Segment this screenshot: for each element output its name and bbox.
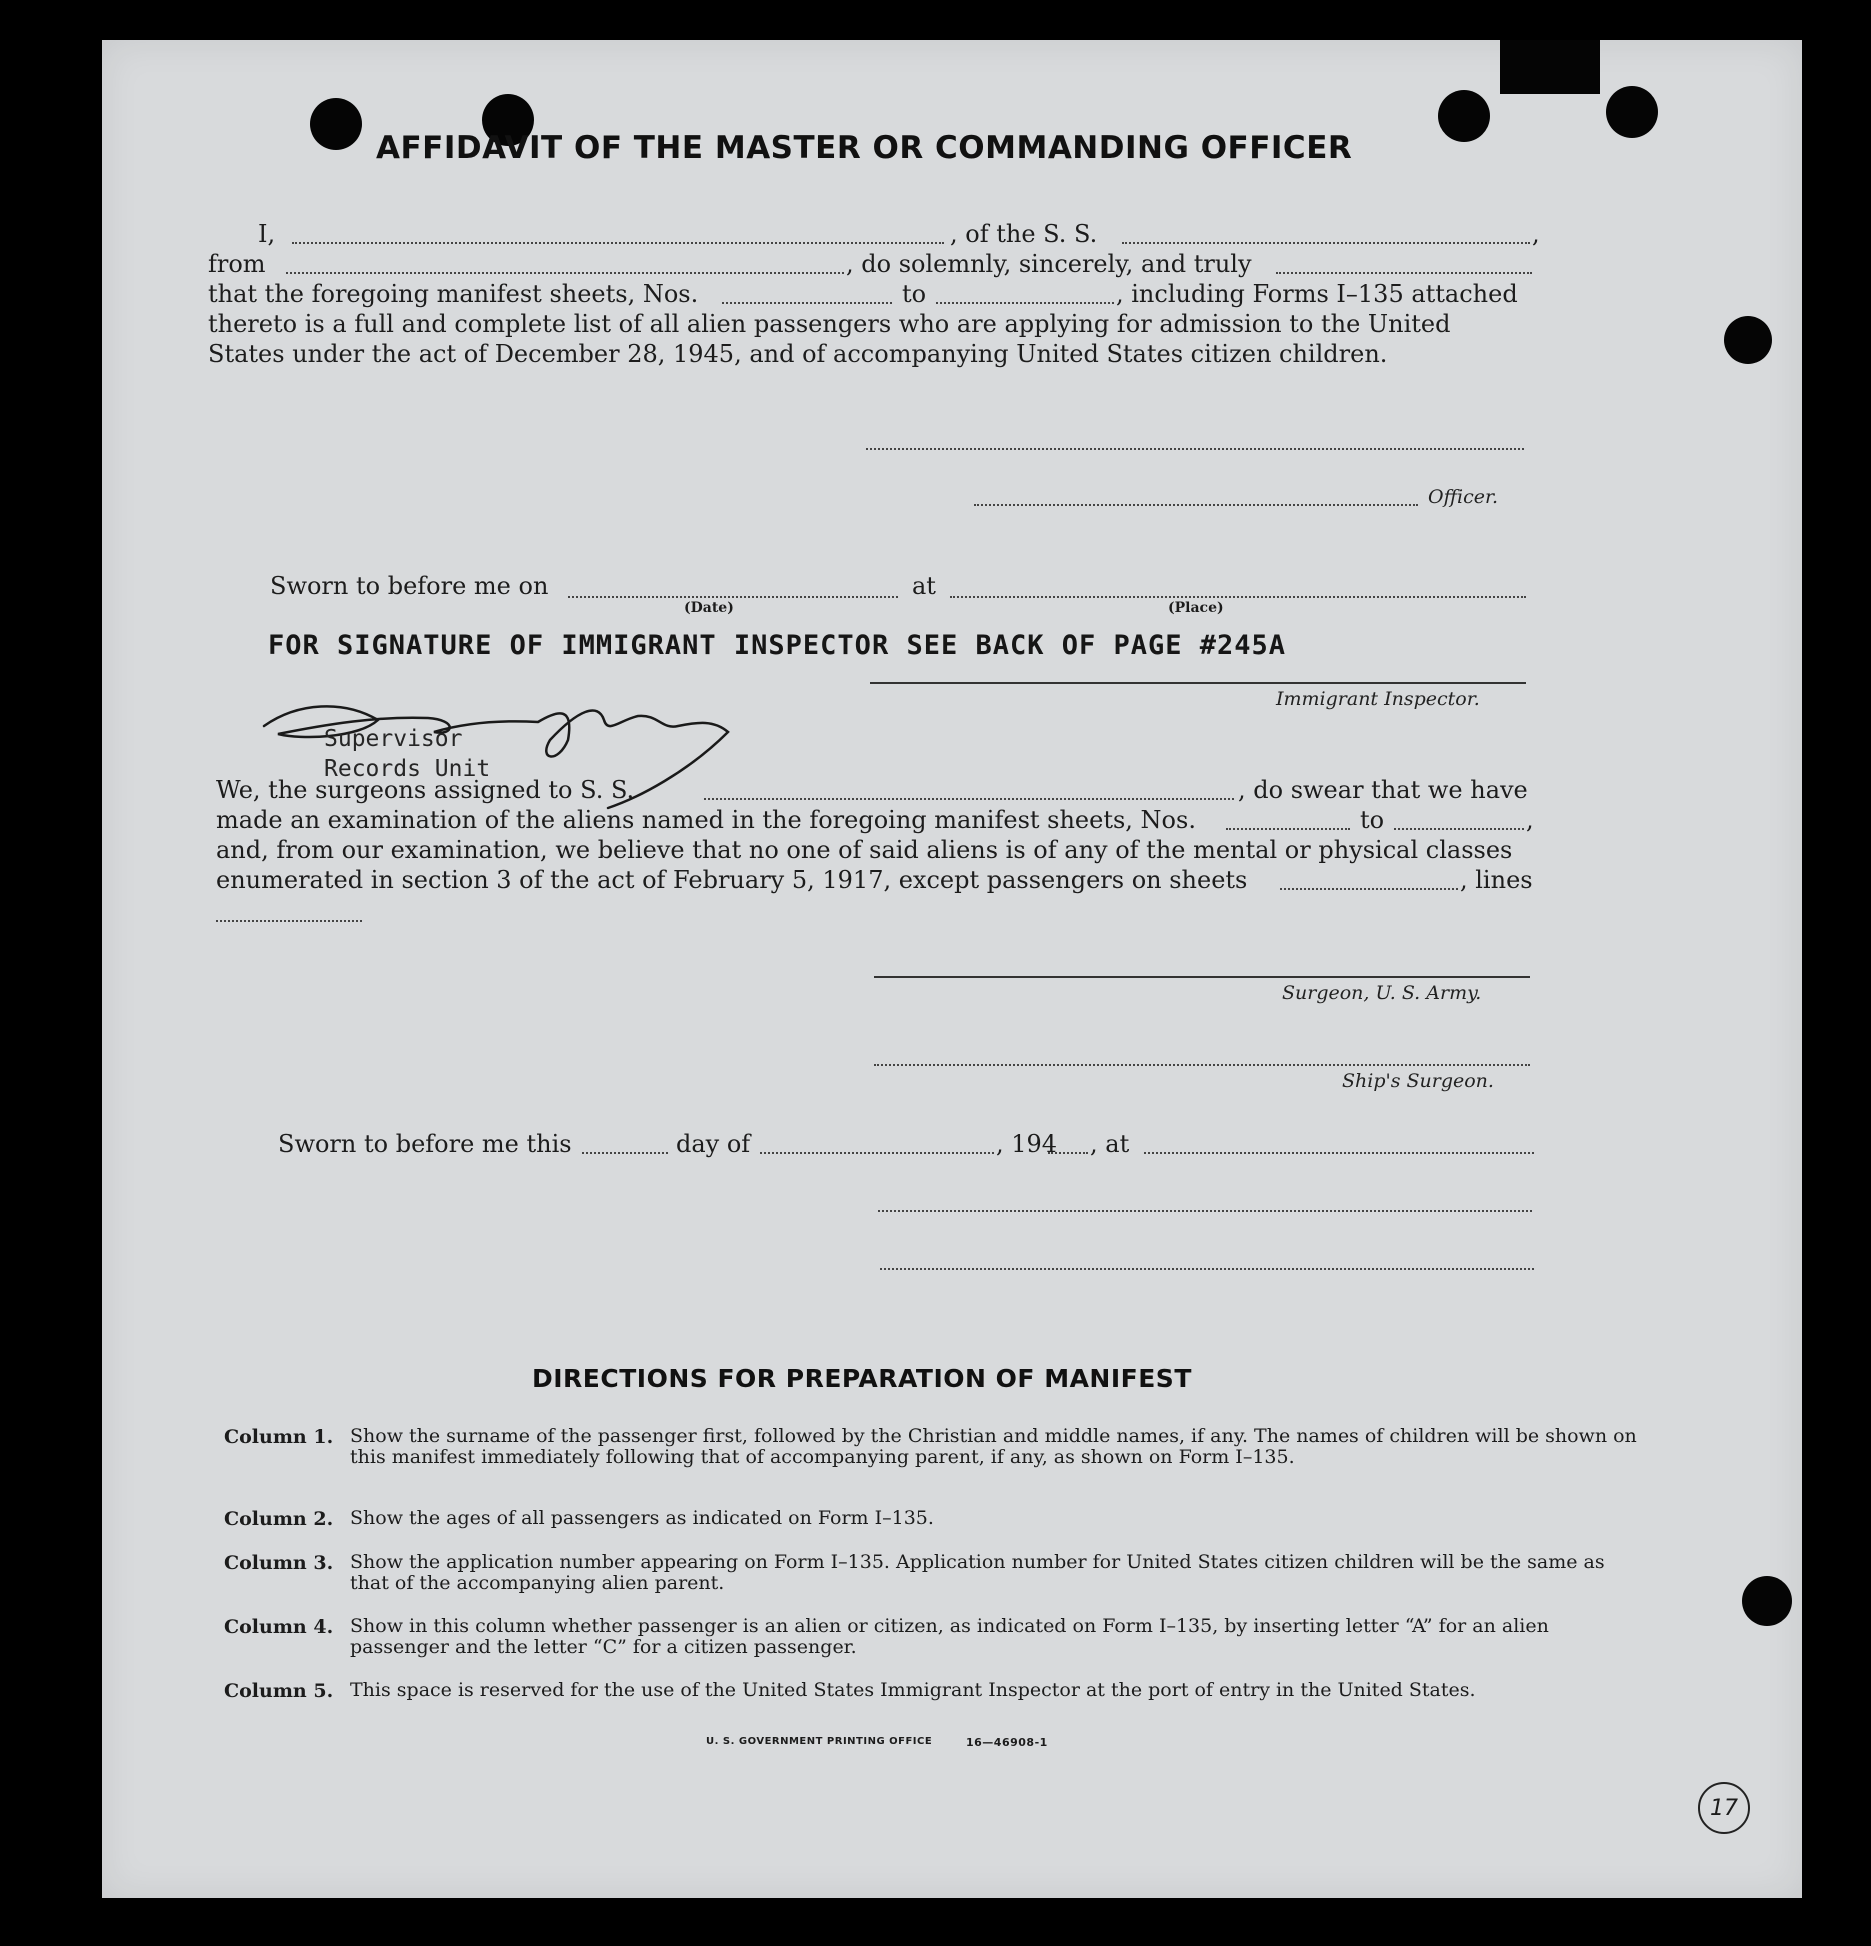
surgeons-line-3: and, from our examination, we believe that no one of said aliens is of any of the mental or physical classes: [216, 836, 1513, 864]
army-surgeon-label: Surgeon, U. S. Army.: [1282, 982, 1482, 1004]
affidavit-line-3b: to: [902, 280, 927, 308]
manifest-to-field[interactable]: [936, 302, 1114, 304]
sworn-at-label-2: , at: [1090, 1130, 1130, 1158]
officer-signature-line[interactable]: [866, 448, 1524, 450]
surgeons-line-4b: , lines: [1460, 866, 1533, 894]
surgeons-to-field[interactable]: [1394, 828, 1524, 830]
surgeons-line-1a: We, the surgeons assigned to S. S.: [216, 776, 635, 804]
column-1-label: Column 1.: [224, 1426, 334, 1448]
surgeons-ship-field[interactable]: [704, 798, 1234, 800]
date-caption: (Date): [684, 600, 734, 616]
page-number-mark: [1698, 1782, 1750, 1834]
column-3-label: Column 3.: [224, 1552, 334, 1574]
inspector-typed-note: FOR SIGNATURE OF IMMIGRANT INSPECTOR SEE BACK OF PAGE #245A: [268, 630, 1287, 661]
sworn-this-label: Sworn to before me this: [278, 1130, 572, 1158]
punch-hole: [310, 98, 362, 150]
inspector-signature-line[interactable]: [870, 682, 1526, 684]
column-1-text: Show the surname of the passenger first, followed by the Christian and middle names, if any. The names of children will be shown on this manifest immediately following that of accompanying parent, if any, as shown on Form I–135.: [350, 1425, 1637, 1468]
printer-imprint: U. S. GOVERNMENT PRINTING OFFICE: [706, 1736, 933, 1747]
master-name-field[interactable]: [292, 242, 944, 244]
stamp-line-supervisor: Supervisor: [324, 726, 463, 752]
sworn-month-field[interactable]: [760, 1152, 994, 1154]
sworn-year-field[interactable]: [1048, 1152, 1088, 1154]
form-code: 16—46908-1: [966, 1736, 1048, 1749]
column-2-text: Show the ages of all passengers as indicated on Form I–135.: [350, 1507, 934, 1529]
departure-port-field[interactable]: [286, 272, 844, 274]
affidavit-line-4: thereto is a full and complete list of all alien passengers who are applying for admission to the United: [208, 310, 1451, 338]
surgeons-line-4a: enumerated in section 3 of the act of February 5, 1917, except passengers on sheets: [216, 866, 1248, 894]
column-2-label: Column 2.: [224, 1508, 334, 1530]
affidavit-line-3a: that the foregoing manifest sheets, Nos.: [208, 280, 699, 308]
affirm-field[interactable]: [1276, 272, 1532, 274]
sworn-place-field[interactable]: [950, 596, 1526, 598]
affidavit-line-2b: , do solemnly, sincerely, and truly: [846, 250, 1252, 278]
column-5-text: This space is reserved for the use of the United States Immigrant Inspector at the port of entry in the United States.: [350, 1679, 1476, 1701]
affidavit-line-1c: ,: [1532, 220, 1540, 248]
ship-surgeon-signature-line[interactable]: [874, 1064, 1530, 1066]
affidavit-line-5: States under the act of December 28, 1945, and of accompanying United States citizen children.: [208, 340, 1388, 368]
directions-title: DIRECTIONS FOR PREPARATION OF MANIFEST: [532, 1364, 1192, 1393]
document-page: [102, 40, 1802, 1898]
ship-name-field[interactable]: [1122, 242, 1530, 244]
affidavit-line-1b: , of the S. S.: [950, 220, 1098, 248]
army-surgeon-signature-line[interactable]: [874, 976, 1530, 978]
ship-surgeon-label: Ship's Surgeon.: [1342, 1070, 1494, 1092]
surgeons-from-field[interactable]: [1226, 828, 1350, 830]
page-number-text: 17: [1710, 1795, 1738, 1821]
sworn-day-of-label: day of: [676, 1130, 751, 1158]
exception-sheets-field[interactable]: [1280, 888, 1458, 890]
sworn-day-field[interactable]: [582, 1152, 668, 1154]
column-5-label: Column 5.: [224, 1680, 334, 1702]
inspector-label: Immigrant Inspector.: [1276, 688, 1480, 710]
punch-hole: [1724, 316, 1772, 364]
column-4-label: Column 4.: [224, 1616, 334, 1638]
place-caption: (Place): [1168, 600, 1224, 616]
page-title: AFFIDAVIT OF THE MASTER OR COMMANDING OFFICER: [376, 130, 1353, 166]
punch-hole: [1438, 90, 1490, 142]
torn-corner: [1500, 40, 1600, 94]
column-3-text: Show the application number appearing on Form I–135. Application number for United States citizen children will be the same as that of the accompanying alien parent.: [350, 1551, 1605, 1594]
sworn-date-field[interactable]: [568, 596, 898, 598]
sworn-on-label: Sworn to before me on: [270, 572, 549, 600]
manifest-from-field[interactable]: [722, 302, 892, 304]
affidavit-line-2a: from: [208, 250, 266, 278]
officer-label: Officer.: [1428, 486, 1499, 508]
exception-lines-field[interactable]: [216, 920, 362, 922]
surgeons-line-2c: ,: [1526, 806, 1534, 834]
sworn-at-label: at: [912, 572, 936, 600]
affidavit-line-3c: , including Forms I–135 attached: [1116, 280, 1518, 308]
sworn-year-label: , 194: [996, 1130, 1058, 1158]
surgeons-line-2b: to: [1360, 806, 1385, 834]
official-signature-line[interactable]: [878, 1210, 1532, 1212]
column-4-text: Show in this column whether passenger is an alien or citizen, as indicated on Form I–135, by inserting letter “A” for an alien passenger and the letter “C” for a citizen passenger.: [350, 1615, 1549, 1658]
stamp-line-records-unit: Records Unit: [324, 756, 491, 782]
punch-hole: [1742, 1576, 1792, 1626]
official-title-line[interactable]: [880, 1268, 1534, 1270]
surgeons-line-1b: , do swear that we have: [1238, 776, 1528, 804]
sworn-place-field-2[interactable]: [1144, 1152, 1534, 1154]
officer-title-line[interactable]: [974, 504, 1418, 506]
affidavit-line-1a: I,: [258, 220, 276, 248]
surgeons-line-2a: made an examination of the aliens named in the foregoing manifest sheets, Nos.: [216, 806, 1196, 834]
punch-hole: [1606, 86, 1658, 138]
